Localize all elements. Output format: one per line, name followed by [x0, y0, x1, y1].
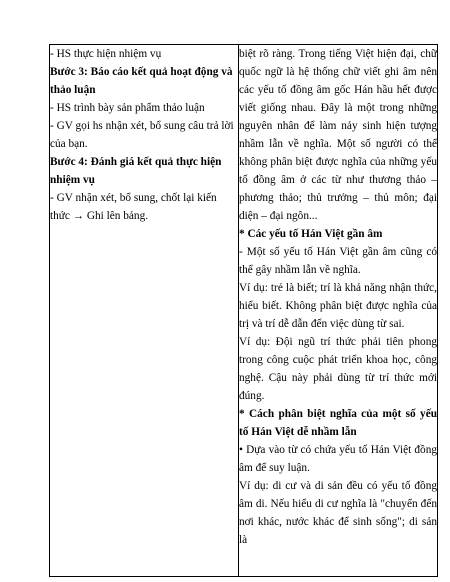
example-paragraph-3: Ví dụ: di cư và di sản đều có yếu tố đồng âm di. Nếu hiểu di cư nghĩa là "chuyển đến nơi khác, nước khác để sinh sống"; di sản là — [239, 480, 437, 546]
near-sound-paragraph: - Một số yếu tố Hán Việt gần âm cũng có thể gây nhầm lẫn về nghĩa. — [239, 246, 437, 276]
activity-column — [50, 45, 239, 577]
content-column — [239, 45, 438, 577]
example-paragraph-1: Ví dụ: trẻ là biết; trí là khả năng nhận thức, hiểu biết. Không phân biệt được nghĩa của trị và trí dễ dẫn đến việc dùng từ sai. — [239, 282, 437, 330]
method-bullet: • Dựa vào từ có chứa yếu tố Hán Việt đồng âm để suy luận. — [239, 444, 437, 474]
section-heading-distinguish: * Cách phân biệt nghĩa của một số yếu tố Hán Việt dễ nhầm lẫn — [239, 408, 437, 438]
lesson-table — [49, 44, 438, 577]
student-task-line: - HS thực hiện nhiệm vụ — [50, 48, 162, 60]
present-line: - HS trình bày sản phẩm thảo luận — [50, 102, 205, 114]
step-4-heading: Bước 4: Đánh giá kết quả thực hiện nhiệm vụ — [50, 156, 222, 186]
teacher-conclude-line: - GV nhận xét, bổ sung, chốt lại kiến thức → Ghi lên bảng. — [50, 192, 217, 222]
section-heading-near-sound: * Các yếu tố Hán Việt gần âm — [239, 228, 383, 240]
example-paragraph-2: Ví dụ: Đội ngũ trí thức phải tiên phong trong công cuộc phát triển khoa học, công nghệ. Cậu này phải dùng từ trí thức mới đúng. — [239, 336, 437, 402]
table-row — [50, 45, 438, 577]
step-3-heading: Bước 3: Báo cáo kết quả hoạt động và thảo luận — [50, 66, 233, 96]
teacher-call-line: - GV gọi hs nhận xét, bổ sung câu trả lời của bạn. — [50, 120, 234, 150]
intro-paragraph: biệt rõ ràng. Trong tiếng Việt hiện đại, chữ quốc ngữ là hệ thống chữ viết ghi âm nên các yếu tố đồng âm gốc Hán hầu hết được viết giống nhau. Đây là một trong những nguyên nhân để làm nảy sinh hiện tượng nhầm lẫn về nghĩa. Một số người có thể không phân biệt được nghĩa của những yếu tố đồng âm ở các từ như thương thảo – phương thảo; thủ trưởng – thủ môn; đại diện – đại ngôn... — [239, 48, 437, 222]
